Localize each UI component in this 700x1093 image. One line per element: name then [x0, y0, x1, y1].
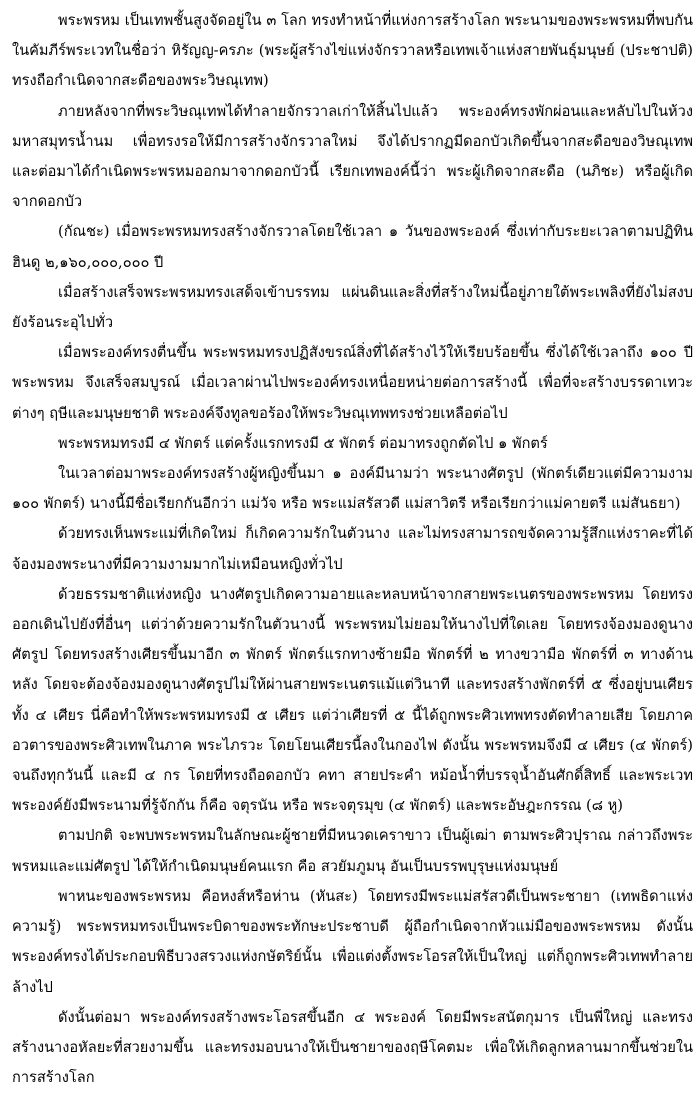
paragraph-vehicle-consort: พาหนะของพระพรหม คือหงส์หรือห่าน (หันสะ) โดยทรงมีพระแม่สรัสวดีเป็นพระชายา (เทพธิดาแห่งความรู้) พระพรหมทรงเป็นพระบิดาของพระทักษะประชาบดี ผู้ถือกำเนิดจากหัวแม่มือของพระพรหม ดังนั้นพระองค์ทรงได้ประกอบพิธีบวงสรวงแห่งกษัตริย์นั้น เพื่อแต่งตั้งพระโอรสให้เป็นใหญ่ แต่ก็ถูกพระศิวเทพทำลายล้างไป — [12, 887, 693, 996]
paragraph-brahma-sleep: เมื่อสร้างเสร็จพระพรหมทรงเสด็จเข้าบรรทม แผ่นดินและสิ่งที่สร้างใหม่นี้อยู่ภายใต้พระเพลิงที่ยังไม่สงบยังร้อนระอุไปทั่ว — [12, 283, 693, 332]
paragraph-brahma-intro: พระพรหม เป็นเทพชั้นสูงจัดอยู่ใน ๓ โลก ทรงทำหน้าที่แห่งการสร้างโลก พระนามของพระพรหมที่พบกันในคัมภีร์พระเวทในชื่อว่า หิรัญญ-ครภะ (พระผู้สร้างไข่แห่งจักรวาลหรือเทพเจ้าแห่งสายพันธุ์มนุษย์ (ประชาปติ) ทรงถือกำเนิดจากสะดือของพระวิษณุเทพ) — [12, 12, 693, 90]
paragraph-vishnu-lotus: ภายหลังจากที่พระวิษณุเทพได้ทำลายจักรวาลเก่าให้สิ้นไปแล้ว พระองค์ทรงพักผ่อนและหลับไปในห้วงมหาสมุทรน้ำนม เพื่อทรงรอให้มีการสร้างจักรวาลใหม่ จึงได้ปรากฏมีดอกบัวเกิดขึ้นจากสะดือของวิษณุเทพ และต่อมาได้กำเนิดพระพรหมออกมาจากดอกบัวนี้ เรียกเทพองค์นี้ว่า พระผู้เกิดจากสะดือ (นภิชะ) หรือผู้เกิดจากดอกบัว — [12, 102, 693, 211]
paragraph-sons: ดังนั้นต่อมา พระองค์ทรงสร้างพระโอรสขึ้นอีก ๔ พระองค์ โดยมีพระสนัตกุมาร เป็นพี่ใหญ่ และทรงสร้างนางอหัลยะที่สวยงามขึ้น และทรงมอบนางให้เป็นชายาของฤษีโคตมะ เพื่อให้เกิดลูกหลานมากขึ้นช่วยในการสร้างโลก — [12, 1008, 693, 1087]
paragraph-creation-time: (กัณชะ) เมื่อพระพรหมทรงสร้างจักรวาลโดยใช้เวลา ๑ วันของพระองค์ ซึ่งเท่ากับระยะเวลาตามปฏิทินฮินดู ๒,๑๖๐,๐๐๐,๐๐๐ ปี — [12, 223, 693, 271]
paragraph-brahma-awake: เมื่อพระองค์ทรงตื่นขึ้น พระพรหมทรงปฏิสังขรณ์สิ่งที่ได้สร้างไว้ให้เรียบร้อยขึ้น ซึ่งได้ใช้เวลาถึง ๑๐๐ ปี พระพรหม จึงเสร็จสมบูรณ์ เมื่อเวลาผ่านไปพระองค์ทรงเหนื่อยหน่ายต่อการสร้างนี้ เพื่อที่จะสร้างบรรดาเทวะต่างๆ ฤษีและมนุษยชาติ พระองค์จึงทูลขอร้องให้พระวิษณุเทพทรงช่วยเหลือต่อไป — [12, 344, 693, 422]
paragraph-four-faces: พระพรหมทรงมี ๔ พักตร์ แต่ครั้งแรกทรงมี ๕ พักตร์ ต่อมาทรงถูกตัดไป ๑ พักตร์ — [58, 434, 548, 452]
paragraph-appearance: ตามปกติ จะพบพระพรหมในลักษณะผู้ชายที่มีหนวดเคราขาว เป็นผู้เฒ่า ตามพระศิวปุราณ กล่าวถึงพระพรหมและแม่ศัตรูป ได้ให้กำเนิดมนุษย์คนแรก คือ สวยัมภูมนุ อันเป็นบรรพบุรุษแห่งมนุษย์ — [12, 827, 693, 875]
paragraph-brahma-love: ด้วยทรงเห็นพระแม่ที่เกิดใหม่ ก็เกิดความรักในตัวนาง และไม่ทรงสามารถขจัดความรู้สึกแห่งราคะที่ได้จ้องมองพระนางที่มีความงามมากไม่เหมือนหญิงทั่วไป — [12, 525, 693, 573]
paragraph-shatarupa: ในเวลาต่อมาพระองค์ทรงสร้างผู้หญิงขึ้นมา ๑ องค์มีนามว่า พระนางศัตรูป (พักตร์เดียวแต่มีความงาม ๑๐๐ พักตร์) นางนี้มีชื่อเรียกกันอีกว่า แม่วัจ หรือ พระแม่สรัสวดี แม่สาวิตรี หรือเรียกว่าแม่คายตรี แม่สันธยา) — [12, 465, 693, 513]
paragraph-five-heads: ด้วยธรรมชาติแห่งหญิง นางศัตรูปเกิดความอายและหลบหน้าจากสายพระเนตรของพระพรหม โดยทรงออกเดินไปยังที่อื่นๆ แต่ว่าด้วยความรักในตัวนางนี้ พระพรหมไม่ยอมให้นางไปที่ใดเลย โดยทรงจ้องมองดูนางศัตรูป โดยทรงสร้างเศียรขึ้นมาอีก ๓ พักตร์ พักตร์แรกทางซ้ายมือ พักตร์ที่ ๒ ทางขวามือ พักตร์ที่ ๓ ทางด้านหลัง โดยจะต้องจ้องมองดูนางศัตรูปไม่ให้ผ่านสายพระเนตรแม้แต่วินาที และทรงสร้างพักตร์ที่ ๕ ซึ่งอยู่บนเศียรทั้ง ๔ เศียร นี่คือทำให้พระพรหมทรงมี ๕ เศียร แต่ว่าเศียรที่ ๕ นี้ได้ถูกพระศิวเทพทรงตัดทำลายเสีย โดยภาคอวตารของพระศิวเทพในภาค พระไภรวะ โดยโยนเศียรนี้ลงในกองไฟ ดังนั้น พระพรหมจึงมี ๔ เศียร (๔ พักตร์) จนถึงทุกวันนี้ และมี ๔ กร โดยที่ทรงถือดอกบัว คทา สายประคำ หม้อน้ำที่บรรจุน้ำอันศักดิ์สิทธิ์ และพระเวท พระองค์ยังมีพระนามที่รู้จักกัน ก็คือ จตุรนัน หรือ พระจตุรมุข (๔ พักตร์) และพระอัษฎะกรรณ (๘ หู) — [12, 585, 693, 815]
